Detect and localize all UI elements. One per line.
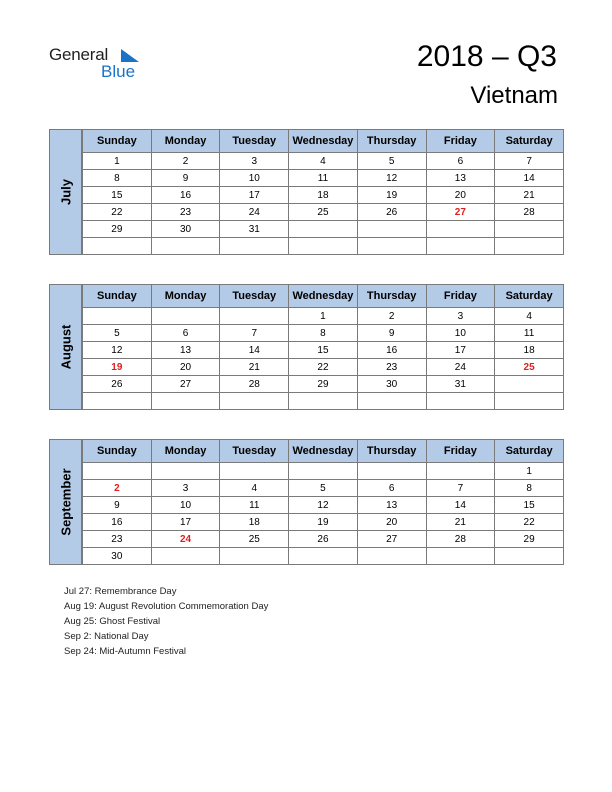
day-cell: 11 — [495, 325, 564, 342]
day-cell: 7 — [220, 325, 289, 342]
month-block-august — [49, 284, 564, 410]
day-cell: 25 — [289, 204, 358, 221]
day-cell — [220, 463, 289, 480]
day-cell: 3 — [151, 480, 220, 497]
day-cell: 27 — [151, 376, 220, 393]
day-cell: 7 — [426, 480, 495, 497]
month-name: September — [58, 468, 73, 536]
day-cell: 31 — [426, 376, 495, 393]
day-cell: 16 — [83, 514, 152, 531]
week-row — [83, 376, 564, 393]
day-cell: 4 — [220, 480, 289, 497]
day-cell — [426, 548, 495, 565]
week-row — [83, 514, 564, 531]
day-cell: 6 — [426, 153, 495, 170]
day-cell: 22 — [83, 204, 152, 221]
holiday-note: Aug 25: Ghost Festival — [64, 616, 161, 627]
day-cell: 16 — [151, 187, 220, 204]
weekday-header: Wednesday — [289, 440, 358, 463]
day-cell: 21 — [426, 514, 495, 531]
week-row — [83, 463, 564, 480]
day-cell: 3 — [220, 153, 289, 170]
day-cell: 8 — [495, 480, 564, 497]
day-cell — [151, 393, 220, 410]
day-cell — [151, 548, 220, 565]
day-cell — [495, 393, 564, 410]
day-cell: 27 — [357, 531, 426, 548]
week-row — [83, 359, 564, 376]
day-cell — [220, 238, 289, 255]
day-cell — [357, 463, 426, 480]
logo — [49, 45, 159, 85]
day-cell — [495, 238, 564, 255]
day-cell: 18 — [289, 187, 358, 204]
day-cell: 14 — [495, 170, 564, 187]
week-row — [83, 393, 564, 410]
day-cell: 4 — [495, 308, 564, 325]
day-cell: 10 — [426, 325, 495, 342]
day-cell: 1 — [495, 463, 564, 480]
weekday-header: Sunday — [83, 440, 152, 463]
day-cell — [289, 221, 358, 238]
day-cell: 26 — [83, 376, 152, 393]
weekday-header: Sunday — [83, 130, 152, 153]
day-cell — [495, 221, 564, 238]
day-cell — [220, 548, 289, 565]
day-cell: 7 — [495, 153, 564, 170]
day-cell — [495, 548, 564, 565]
day-cell: 24 — [220, 204, 289, 221]
day-cell — [289, 548, 358, 565]
page-title: 2018 – Q3 — [416, 40, 557, 73]
weekday-header: Wednesday — [289, 285, 358, 308]
day-cell — [220, 393, 289, 410]
week-row — [83, 187, 564, 204]
day-cell: 3 — [426, 308, 495, 325]
holiday-notes — [64, 584, 268, 659]
day-cell — [83, 463, 152, 480]
day-cell — [289, 238, 358, 255]
day-cell: 15 — [289, 342, 358, 359]
day-cell — [357, 238, 426, 255]
day-cell — [426, 238, 495, 255]
month-name: July — [58, 178, 73, 206]
day-cell — [83, 393, 152, 410]
day-cell — [83, 238, 152, 255]
logo-triangle-icon — [121, 49, 139, 62]
day-cell: 4 — [289, 153, 358, 170]
week-row — [83, 308, 564, 325]
week-row — [83, 325, 564, 342]
day-cell: 21 — [495, 187, 564, 204]
day-cell: 1 — [83, 153, 152, 170]
day-cell — [426, 221, 495, 238]
day-cell: 29 — [495, 531, 564, 548]
day-cell: 19 — [357, 187, 426, 204]
day-cell: 19 — [289, 514, 358, 531]
day-cell: 5 — [357, 153, 426, 170]
day-cell: 24 — [151, 531, 220, 548]
day-cell: 15 — [83, 187, 152, 204]
day-cell: 29 — [83, 221, 152, 238]
day-cell — [357, 548, 426, 565]
day-cell: 21 — [220, 359, 289, 376]
weekday-header: Monday — [151, 285, 220, 308]
day-cell: 5 — [289, 480, 358, 497]
day-cell — [151, 463, 220, 480]
day-cell: 20 — [151, 359, 220, 376]
day-cell: 12 — [83, 342, 152, 359]
day-cell: 9 — [151, 170, 220, 187]
day-cell: 2 — [357, 308, 426, 325]
weekday-header: Tuesday — [220, 440, 289, 463]
day-cell: 26 — [357, 204, 426, 221]
day-cell — [289, 393, 358, 410]
weekday-header: Tuesday — [220, 130, 289, 153]
weekday-header: Saturday — [495, 285, 564, 308]
day-cell: 5 — [83, 325, 152, 342]
logo-text-general: General — [49, 45, 109, 64]
week-row — [83, 221, 564, 238]
day-cell — [426, 393, 495, 410]
day-cell: 14 — [426, 497, 495, 514]
day-cell: 17 — [426, 342, 495, 359]
day-cell: 26 — [289, 531, 358, 548]
day-cell — [151, 308, 220, 325]
day-cell: 22 — [495, 514, 564, 531]
weekday-header: Tuesday — [220, 285, 289, 308]
day-cell: 18 — [495, 342, 564, 359]
day-cell: 11 — [220, 497, 289, 514]
month-side-label — [49, 129, 82, 255]
weekday-header: Saturday — [495, 440, 564, 463]
weekday-header: Thursday — [357, 440, 426, 463]
month-side-label — [49, 439, 82, 565]
day-cell: 10 — [151, 497, 220, 514]
day-cell: 17 — [220, 187, 289, 204]
month-table — [82, 284, 564, 410]
day-cell: 30 — [357, 376, 426, 393]
day-cell: 14 — [220, 342, 289, 359]
day-cell: 30 — [151, 221, 220, 238]
day-cell: 20 — [426, 187, 495, 204]
day-cell — [83, 308, 152, 325]
day-cell: 23 — [151, 204, 220, 221]
month-block-july — [49, 129, 564, 255]
day-cell: 1 — [289, 308, 358, 325]
day-cell: 10 — [220, 170, 289, 187]
day-cell: 31 — [220, 221, 289, 238]
day-cell: 8 — [289, 325, 358, 342]
day-cell: 29 — [289, 376, 358, 393]
day-cell — [357, 393, 426, 410]
day-cell: 17 — [151, 514, 220, 531]
week-row — [83, 170, 564, 187]
day-cell — [151, 238, 220, 255]
day-cell: 28 — [220, 376, 289, 393]
day-cell: 28 — [426, 531, 495, 548]
week-row — [83, 531, 564, 548]
day-cell — [357, 221, 426, 238]
week-row — [83, 153, 564, 170]
day-cell: 20 — [357, 514, 426, 531]
weekday-header: Saturday — [495, 130, 564, 153]
weekday-header: Sunday — [83, 285, 152, 308]
logo-text-blue: Blue — [101, 62, 136, 81]
holiday-note: Aug 19: August Revolution Commemoration Day — [64, 601, 269, 612]
day-cell: 12 — [289, 497, 358, 514]
day-cell: 25 — [220, 531, 289, 548]
day-cell: 27 — [426, 204, 495, 221]
weekday-header: Wednesday — [289, 130, 358, 153]
week-row — [83, 204, 564, 221]
holiday-note: Sep 2: National Day — [64, 631, 149, 642]
day-cell: 22 — [289, 359, 358, 376]
day-cell: 18 — [220, 514, 289, 531]
week-row — [83, 480, 564, 497]
month-table — [82, 129, 564, 255]
weekday-header: Thursday — [357, 285, 426, 308]
weekday-header: Monday — [151, 440, 220, 463]
month-name: August — [58, 324, 73, 370]
day-cell: 6 — [151, 325, 220, 342]
day-cell: 9 — [357, 325, 426, 342]
week-row — [83, 548, 564, 565]
day-cell: 30 — [83, 548, 152, 565]
day-cell: 25 — [495, 359, 564, 376]
day-cell: 23 — [83, 531, 152, 548]
day-cell — [289, 463, 358, 480]
holiday-note: Sep 24: Mid-Autumn Festival — [64, 646, 186, 657]
weekday-header: Monday — [151, 130, 220, 153]
day-cell — [426, 463, 495, 480]
weekday-header: Friday — [426, 285, 495, 308]
month-table — [82, 439, 564, 565]
day-cell: 19 — [83, 359, 152, 376]
week-row — [83, 497, 564, 514]
day-cell: 23 — [357, 359, 426, 376]
month-side-label — [49, 284, 82, 410]
day-cell: 12 — [357, 170, 426, 187]
country-title: Vietnam — [470, 82, 558, 109]
day-cell: 6 — [357, 480, 426, 497]
day-cell: 13 — [151, 342, 220, 359]
weekday-header: Thursday — [357, 130, 426, 153]
day-cell: 2 — [151, 153, 220, 170]
day-cell: 13 — [357, 497, 426, 514]
day-cell — [220, 308, 289, 325]
week-row — [83, 238, 564, 255]
day-cell: 9 — [83, 497, 152, 514]
day-cell — [495, 376, 564, 393]
day-cell: 2 — [83, 480, 152, 497]
day-cell: 15 — [495, 497, 564, 514]
day-cell: 13 — [426, 170, 495, 187]
holiday-note: Jul 27: Remembrance Day — [64, 586, 177, 597]
day-cell: 24 — [426, 359, 495, 376]
day-cell: 11 — [289, 170, 358, 187]
weekday-header: Friday — [426, 130, 495, 153]
day-cell: 28 — [495, 204, 564, 221]
day-cell: 8 — [83, 170, 152, 187]
month-block-september — [49, 439, 564, 565]
day-cell: 16 — [357, 342, 426, 359]
weekday-header: Friday — [426, 440, 495, 463]
week-row — [83, 342, 564, 359]
